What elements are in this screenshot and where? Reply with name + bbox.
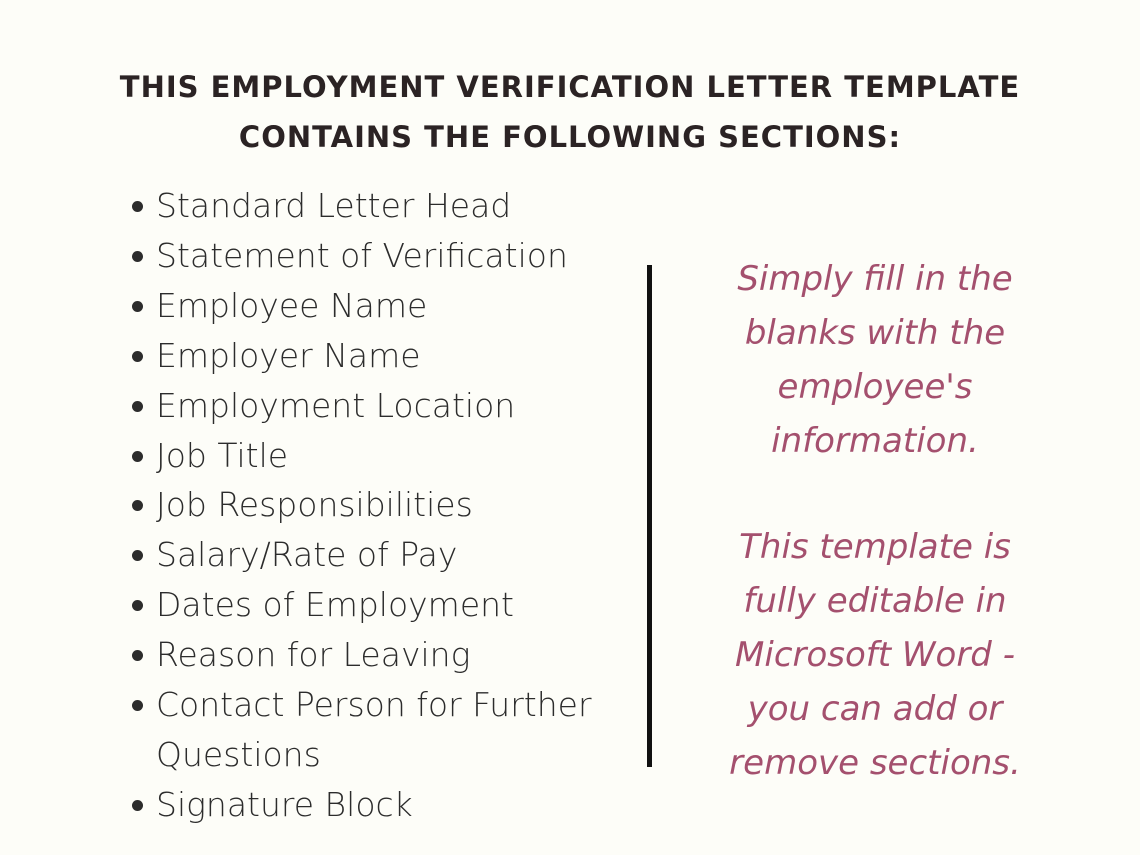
list-item-label: Signature Block (156, 784, 413, 824)
heading-line-1: THIS EMPLOYMENT VERIFICATION LETTER TEMPLATE (119, 70, 1021, 104)
list-item-label: Job Title (156, 435, 289, 475)
bullet-icon (132, 700, 143, 711)
list-item (128, 181, 608, 231)
bullet-icon (132, 401, 143, 412)
list-item-label: Standard Letter Head (156, 186, 512, 225)
vertical-divider (647, 265, 652, 767)
list-item (128, 480, 608, 530)
heading-line-2: CONTAINS THE FOLLOWING SECTIONS: (238, 120, 902, 154)
list-item (128, 231, 608, 281)
list-item-label: Employment Location (156, 385, 516, 425)
bullet-icon (132, 500, 143, 511)
list-item-label: Questions (156, 734, 321, 774)
fill-in-note (675, 252, 1075, 468)
page-heading (0, 62, 1140, 162)
list-item (128, 281, 608, 331)
note-line: Simply fill in the (737, 259, 1013, 299)
bullet-icon (132, 550, 143, 561)
bullet-icon (132, 650, 143, 661)
list-item-label: Dates of Employment (156, 585, 514, 625)
note-line: This template is (739, 527, 1011, 567)
list-item-label: Salary/Rate of Pay (156, 535, 458, 575)
note-line: information. (771, 421, 979, 461)
bullet-icon (132, 600, 143, 611)
list-item-label: Employer Name (156, 335, 421, 375)
note-line: employee's (777, 367, 973, 407)
bullet-icon (132, 451, 143, 462)
list-item-label: Statement of Verification (156, 235, 568, 275)
note-line: Microsoft Word - (735, 635, 1015, 675)
list-item (128, 331, 608, 381)
note-line: remove sections. (729, 743, 1021, 783)
list-item (128, 780, 608, 830)
list-item (128, 381, 608, 431)
list-item (128, 680, 608, 730)
editable-note (675, 520, 1075, 790)
bullet-icon (132, 800, 143, 811)
list-item-label: Employee Name (156, 285, 428, 325)
list-item (128, 431, 608, 481)
note-line: fully editable in (743, 581, 1007, 621)
bullet-icon (132, 301, 143, 312)
bullet-icon (132, 201, 143, 212)
sections-list (128, 181, 608, 830)
list-item-continuation (128, 730, 608, 780)
list-item (128, 580, 608, 630)
note-line: you can add or (747, 689, 1003, 729)
note-line: blanks with the (744, 313, 1006, 353)
bullet-icon (132, 251, 143, 262)
list-item-label: Contact Person for Further (156, 685, 592, 725)
list-item-label: Reason for Leaving (156, 635, 471, 675)
bullet-icon (132, 351, 143, 362)
list-item-label: Job Responsibilities (156, 485, 473, 525)
list-item (128, 530, 608, 580)
list-item (128, 630, 608, 680)
